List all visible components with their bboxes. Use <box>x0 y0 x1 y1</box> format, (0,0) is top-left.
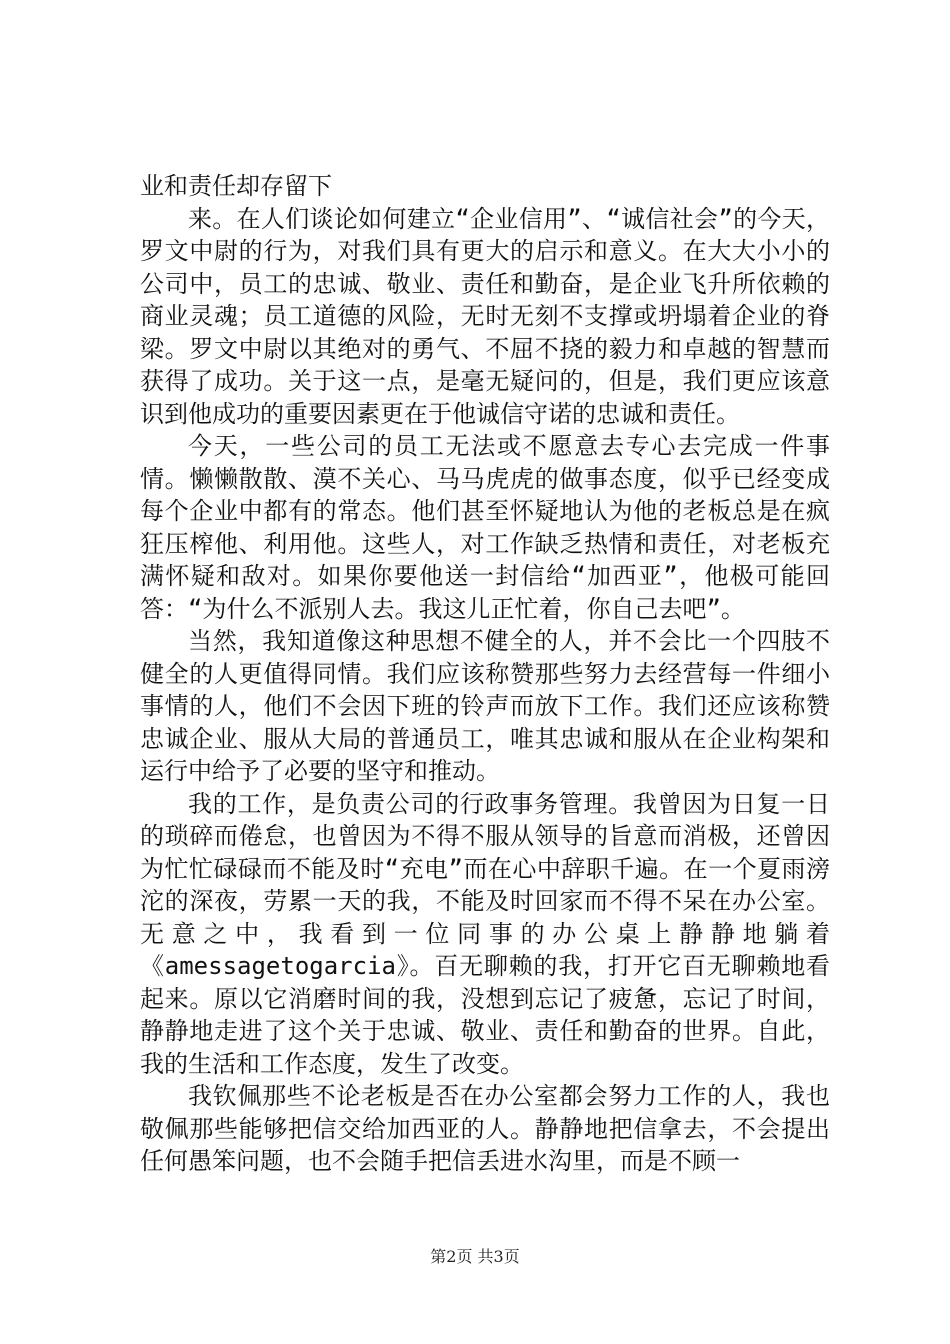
paragraph-2: 今天，一些公司的员工无法或不愿意去专心去完成一件事情。懒懒散散、漠不关心、马马虎虎的做事态度，似乎已经变成每个企业中都有的常态。他们甚至怀疑地认为他的老板总是在疯狂压榨他、利用他。这些人，对工作缺乏热情和责任，对老板充满怀疑和敌对。如果你要他送一封信给“加西亚”，他极可能回答：“为什么不派别人去。我这儿正忙着，你自己去吧”。 <box>140 432 830 623</box>
paragraph-continuation: 业和责任却存留下 <box>140 172 332 200</box>
paragraph-4: 我的工作，是负责公司的行政事务管理。我曾因为日复一日的琐碎而倦怠，也曾因为不得不服从领导的旨意而消极，还曾因为忙忙碌碌而不能及时“充电”而在心中辞职千遍。在一个夏雨滂沱的深夜，劳累一天的我，不能及时回家而不得不呆在办公室。无意之中，我看到一位同事的办公桌上静静地躺着《amessagetogarcia》。百无聊赖的我，打开它百无聊赖地看起来。原以它消磨时间的我，没想到忘记了疲惫，忘记了时间，静静地走进了这个关于忠诚、敬业、责任和勤奋的世界。自此，我的生活和工作态度，发生了改变。 <box>140 789 830 1078</box>
paragraph-3: 当然，我知道像这种思想不健全的人，并不会比一个四肢不健全的人更值得同情。我们应该称赞那些努力去经营每一件细小事情的人，他们不会因下班的铃声而放下工作。我们还应该称赞忠诚企业、服从大局的普通员工，唯其忠诚和服从在企业构架和运行中给予了必要的坚守和推动。 <box>140 627 830 785</box>
paragraph-1: 来。在人们谈论如何建立“企业信用”、“诚信社会”的今天，罗文中尉的行为，对我们具有更大的启示和意义。在大大小小的公司中，员工的忠诚、敬业、责任和勤奋，是企业飞升所依赖的商业灵魂；员工道德的风险，无时无刻不支撑或坍塌着企业的脊梁。罗文中尉以其绝对的勇气、不屈不挠的毅力和卓越的智慧而获得了成功。关于这一点，是毫无疑问的，但是，我们更应该意识到他成功的重要因素更在于他诚信守诺的忠诚和责任。 <box>140 204 830 428</box>
paragraph-5: 我钦佩那些不论老板是否在办公室都会努力工作的人，我也敬佩那些能够把信交给加西亚的人。静静地把信拿去，不会提出任何愚笨问题，也不会随手把信丢进水沟里，而是不顾一 <box>140 1082 830 1175</box>
document-body <box>140 170 830 1178</box>
page-number-footer: 第2页 共3页 <box>430 1247 520 1266</box>
